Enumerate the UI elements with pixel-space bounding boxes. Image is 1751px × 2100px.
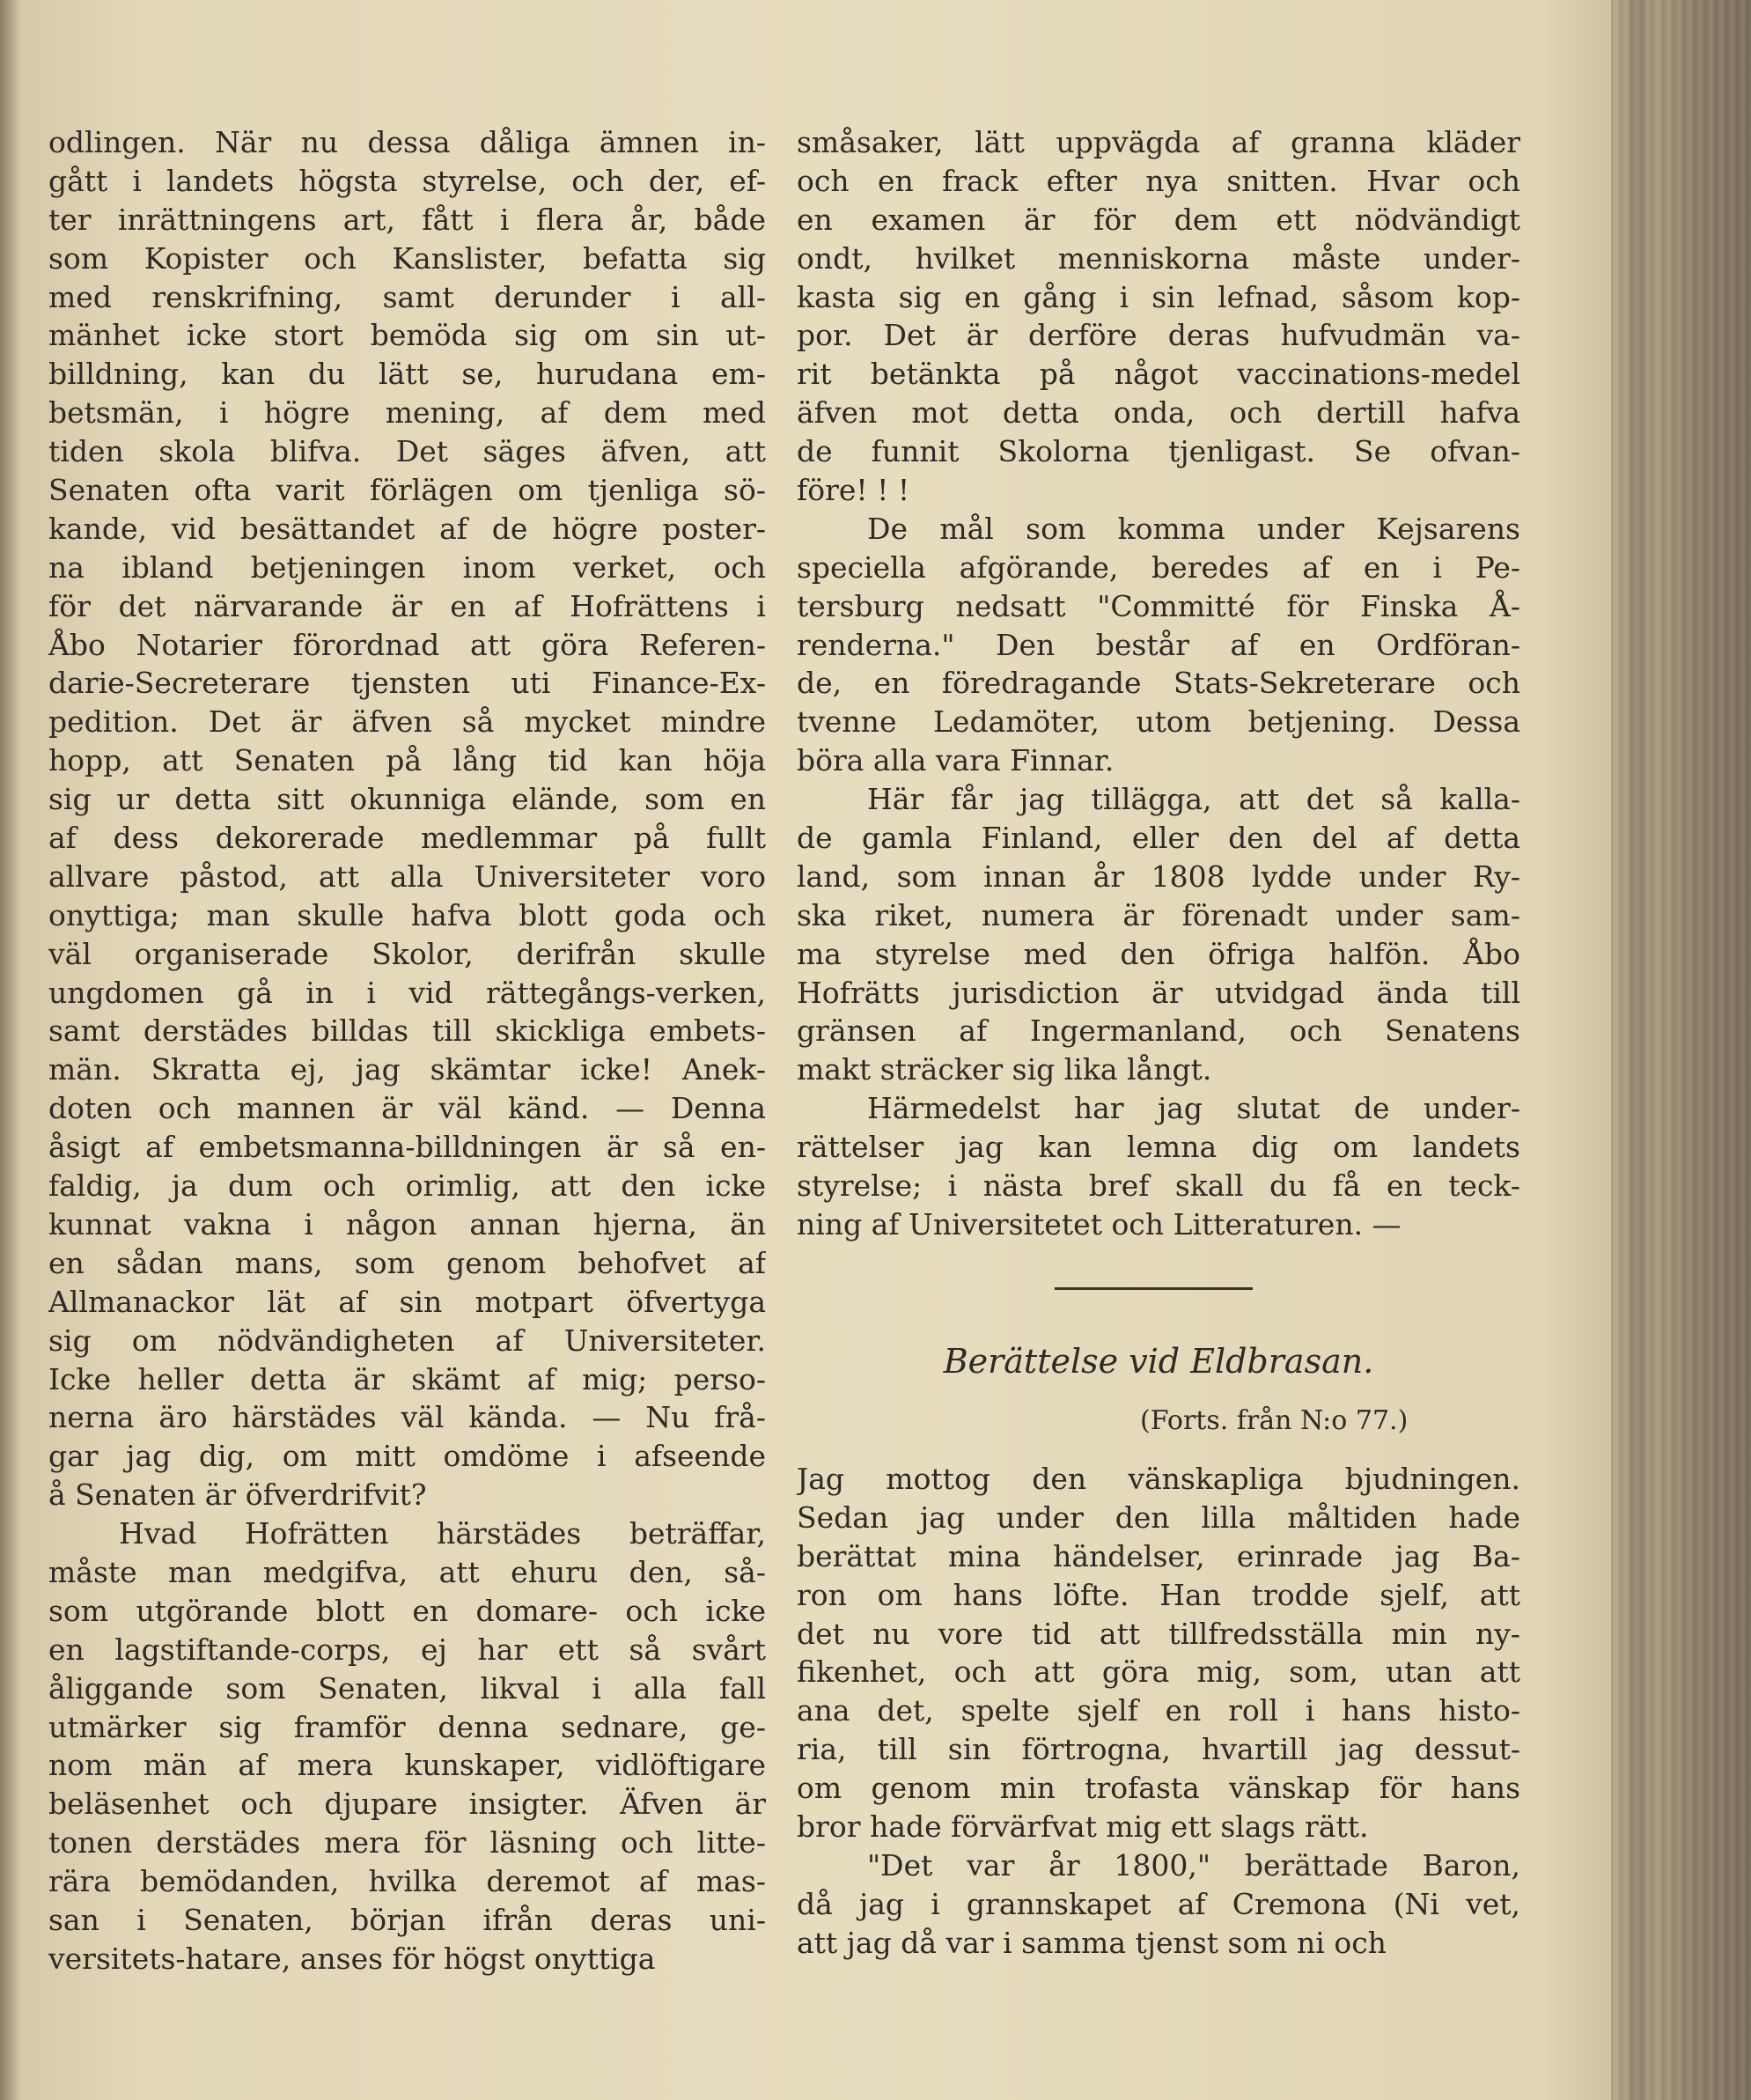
text-line: om genom min trofasta vänskap för hans (797, 1771, 1520, 1806)
story-text-column (797, 1460, 1520, 1963)
text-line: betsmän, i högre mening, af dem med (48, 395, 766, 431)
text-line: odlingen. När nu dessa dåliga ämnen in- (48, 125, 766, 159)
text-line: ter inrättningens art, fått i flera år, både (48, 202, 766, 237)
continuation-reference: (Forts. från N:o 77.) (1140, 1405, 1409, 1436)
text-line: por. Det är derföre deras hufvudmän va- (797, 318, 1520, 353)
text-line: en sådan mans, som genom behofvet af (48, 1245, 766, 1280)
text-line: ska riket, numera är förenadt under sam- (797, 897, 1520, 932)
text-line: kunnat vakna i någon annan hjerna, än (48, 1206, 766, 1242)
text-line: nom män af mera kunskaper, vidlöftigare (48, 1748, 766, 1783)
text-line: Sedan jag under den lilla måltiden hade (797, 1499, 1520, 1535)
text-line: de gamla Finland, eller den del af detta (797, 821, 1520, 856)
text-line: tersburg nedsatt "Committé för Finska Å- (797, 588, 1520, 623)
text-line: ning af Universitetet och Litteraturen. — (797, 1206, 1402, 1242)
text-line: af dess dekorerade medlemmar på fullt (48, 821, 766, 856)
text-line: De mål som komma under Kejsarens (867, 511, 1520, 546)
text-line: en lagstiftande-corps, ej har ett så svårt (48, 1632, 766, 1667)
text-line: före! ! ! (797, 473, 910, 508)
text-line: doten och mannen är väl känd. — Denna (48, 1091, 766, 1126)
text-line: Åbo Notarier förordnad att göra Referen- (48, 627, 766, 662)
text-line: och en frack efter nya snitten. Hvar och (797, 163, 1520, 198)
text-line: de, en föredragande Stats-Sekreterare och (797, 666, 1520, 701)
text-line: onyttiga; man skulle hafva blott goda och (48, 897, 766, 932)
text-line: å Senaten är öfverdrifvit? (48, 1477, 427, 1513)
text-line: gar jag dig, om mitt omdöme i afseende (48, 1439, 766, 1474)
text-line: berättat mina händelser, erinrade jag Ba- (797, 1538, 1520, 1573)
text-line: det nu vore tid att tillfredsställa min ny- (797, 1616, 1520, 1651)
text-line: som utgörande blott en domare- och icke (48, 1593, 766, 1628)
text-line: rättelser jag kan lemna dig om landets (797, 1130, 1520, 1165)
text-line: ondt, hvilket menniskorna måste under- (797, 240, 1520, 276)
text-line: rit betänkta på något vaccinations-medel (797, 357, 1520, 392)
text-line: ana det, spelte sjelf en roll i hans histo- (797, 1693, 1520, 1728)
book-gutter (1611, 0, 1751, 2100)
text-line: samt derstädes billdas till skickliga embets- (48, 1013, 766, 1049)
text-line: beläsenhet och djupare insigter. Äfven är (48, 1787, 766, 1822)
text-line: na ibland betjeningen inom verket, och (48, 549, 766, 585)
text-line: kande, vid besättandet af de högre poster- (48, 511, 766, 546)
text-line: ria, till sin förtrogna, hvartill jag dessut- (797, 1732, 1520, 1767)
text-line: åliggande som Senaten, likval i alla fall (48, 1670, 766, 1706)
text-line: Här får jag tillägga, att det så kalla- (867, 782, 1520, 817)
text-line: Härmedelst har jag slutat de under- (867, 1091, 1520, 1126)
text-line: rära bemödanden, hvilka deremot af mas- (48, 1864, 766, 1899)
text-line: Hvad Hofrätten härstädes beträffar, (119, 1516, 766, 1551)
text-line: sig ur detta sitt okunniga elände, som en (48, 782, 766, 817)
text-line: sig om nödvändigheten af Universiteter. (48, 1323, 766, 1358)
text-line: billdning, kan du lätt se, hurudana em- (48, 357, 766, 392)
text-line: utmärker sig framför denna sednare, ge- (48, 1709, 766, 1744)
left-text-column (48, 123, 766, 1978)
text-line: kasta sig en gång i sin lefnad, såsom kop- (797, 279, 1520, 314)
text-line: Hofrätts jurisdiction är utvidgad ända till (797, 975, 1520, 1010)
text-line: pedition. Det är äfven så mycket mindre (48, 704, 766, 740)
text-line: Senaten ofta varit förlägen om tjenliga sö- (48, 473, 766, 508)
text-line: ma styrelse med den öfriga halfön. Åbo (797, 936, 1520, 971)
text-line: renderna." Den består af en Ordföran- (797, 627, 1520, 662)
text-line: med renskrifning, samt derunder i all- (48, 279, 766, 314)
text-line: tonen derstädes mera för läsning och litte- (48, 1825, 766, 1861)
text-line: småsaker, lätt uppvägda af granna kläder (797, 125, 1520, 159)
text-line: hopp, att Senaten på lång tid kan höja (48, 743, 766, 778)
text-line: makt sträcker sig lika långt. (797, 1052, 1212, 1087)
text-line: Icke heller detta är skämt af mig; perso- (48, 1361, 766, 1396)
text-line: bror hade förvärfvat mig ett slags rätt. (797, 1809, 1369, 1845)
text-line: böra alla vara Finnar. (797, 743, 1115, 778)
text-line: ungdomen gå in i vid rättegångs-verken, (48, 975, 766, 1010)
text-line: land, som innan år 1808 lydde under Ry- (797, 858, 1520, 894)
text-line: äfven mot detta onda, och dertill hafva (797, 395, 1520, 431)
text-line: väl organiserade Skolor, derifrån skulle (48, 936, 766, 971)
text-line: ron om hans löfte. Han trodde sjelf, att (797, 1577, 1520, 1612)
text-line: speciella afgörande, beredes af en i Pe- (797, 549, 1520, 585)
text-line: att jag då var i samma tjenst som ni och (797, 1925, 1387, 1960)
text-line: nerna äro härstädes väl kända. — Nu frå- (48, 1400, 766, 1435)
section-divider (1055, 1287, 1253, 1290)
text-line: män. Skratta ej, jag skämtar icke! Anek- (48, 1052, 766, 1087)
text-line: darie-Secreterare tjensten uti Finance-Ex- (48, 666, 766, 701)
text-line: de funnit Skolorna tjenligast. Se ofvan- (797, 434, 1520, 469)
text-line: allvare påstod, att alla Universiteter voro (48, 858, 766, 894)
text-line: mänhet icke stort bemöda sig om sin ut- (48, 318, 766, 353)
text-line: Jag mottog den vänskapliga bjudningen. (797, 1462, 1520, 1496)
text-line: styrelse; i nästa bref skall du få en teck- (797, 1168, 1520, 1204)
section-heading: Berättelse vid Eldbrasan. (943, 1342, 1374, 1381)
text-line: san i Senaten, början ifrån deras uni- (48, 1902, 766, 1937)
text-line: faldig, ja dum och orimlig, att den icke (48, 1168, 766, 1204)
text-line: åsigt af embetsmanna-billdningen är så en- (48, 1130, 766, 1165)
text-line: fikenhet, och att göra mig, som, utan att (797, 1654, 1520, 1690)
text-line: för det närvarande är en af Hofrättens i (48, 588, 766, 623)
text-line: tvenne Ledamöter, utom betjening. Dessa (797, 704, 1520, 740)
text-line: som Kopister och Kanslister, befatta sig (48, 240, 766, 276)
text-line: en examen är för dem ett nödvändigt (797, 202, 1520, 237)
text-line: "Det var år 1800," berättade Baron, (867, 1847, 1520, 1883)
text-line: Allmanackor lät af sin motpart öfvertyga (48, 1284, 766, 1319)
text-line: versitets-hatare, anses för högst onyttiga (48, 1941, 656, 1976)
text-line: tiden skola blifva. Det säges äfven, att (48, 434, 766, 469)
text-line: gränsen af Ingermanland, och Senatens (797, 1013, 1520, 1049)
text-line: måste man medgifva, att ehuru den, så- (48, 1554, 766, 1589)
right-text-column (797, 123, 1520, 1244)
text-line: då jag i grannskapet af Cremona (Ni vet, (797, 1886, 1520, 1921)
text-line: gått i landets högsta styrelse, och der, ef- (48, 163, 766, 198)
